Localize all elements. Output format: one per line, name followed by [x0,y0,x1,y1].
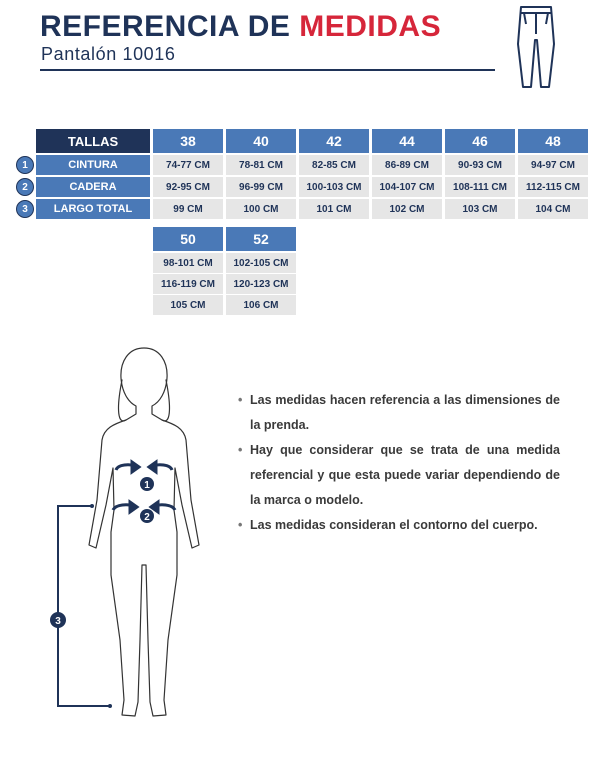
cadera-48: 112-115 CM [518,177,588,197]
note-item: • Las medidas consideran el contorno del cuerpo. [238,513,560,538]
cadera-50: 116-119 CM [153,274,223,294]
page-subtitle: Pantalón 10016 [41,44,176,64]
row-number-3: 3 [16,200,34,218]
largo-46: 103 CM [445,199,515,219]
largo-38: 99 CM [153,199,223,219]
size-header-38: 38 [153,129,223,153]
bullet-icon: • [238,393,243,407]
marker-2-label: 2 [144,512,150,523]
row-label-cadera: CADERA [36,177,150,197]
largo-52: 106 CM [226,295,296,315]
size-header-44: 44 [372,129,442,153]
size-header-48: 48 [518,129,588,153]
note-item: • Hay que considerar que se trata de una medida referencial y que esta puede variar dependiendo de la marca o modelo. [238,438,560,513]
largo-48: 104 CM [518,199,588,219]
row-number-2: 2 [16,178,34,196]
size-header-40: 40 [226,129,296,153]
largo-44: 102 CM [372,199,442,219]
body-silhouette-icon [40,340,243,740]
marker-1-label: 1 [144,480,150,491]
largo-50: 105 CM [153,295,223,315]
cadera-42: 100-103 CM [299,177,369,197]
row-number-1: 1 [16,156,34,174]
bullet-icon: • [238,518,243,532]
cadera-52: 120-123 CM [226,274,296,294]
tallas-header: TALLAS [36,129,150,153]
cadera-38: 92-95 CM [153,177,223,197]
cadera-44: 104-107 CM [372,177,442,197]
cintura-52: 102-105 CM [226,253,296,273]
marker-3-label: 3 [55,616,61,627]
size-header-46: 46 [445,129,515,153]
cintura-46: 90-93 CM [445,155,515,175]
cintura-42: 82-85 CM [299,155,369,175]
bullet-icon: • [238,443,243,457]
cintura-40: 78-81 CM [226,155,296,175]
largo-40: 100 CM [226,199,296,219]
size-header-52: 52 [226,227,296,251]
page-title: REFERENCIA DE MEDIDAS [40,10,442,43]
size-header-50: 50 [153,227,223,251]
largo-42: 101 CM [299,199,369,219]
cintura-44: 86-89 CM [372,155,442,175]
pants-icon [512,4,560,90]
cintura-48: 94-97 CM [518,155,588,175]
notes-list [238,388,560,538]
cadera-40: 96-99 CM [226,177,296,197]
row-label-largo-total: LARGO TOTAL [36,199,150,219]
title-divider [40,69,495,71]
cadera-46: 108-111 CM [445,177,515,197]
size-header-42: 42 [299,129,369,153]
row-label-cintura: CINTURA [36,155,150,175]
cintura-38: 74-77 CM [153,155,223,175]
cintura-50: 98-101 CM [153,253,223,273]
note-item: • Las medidas hacen referencia a las dimensiones de la prenda. [238,388,560,438]
